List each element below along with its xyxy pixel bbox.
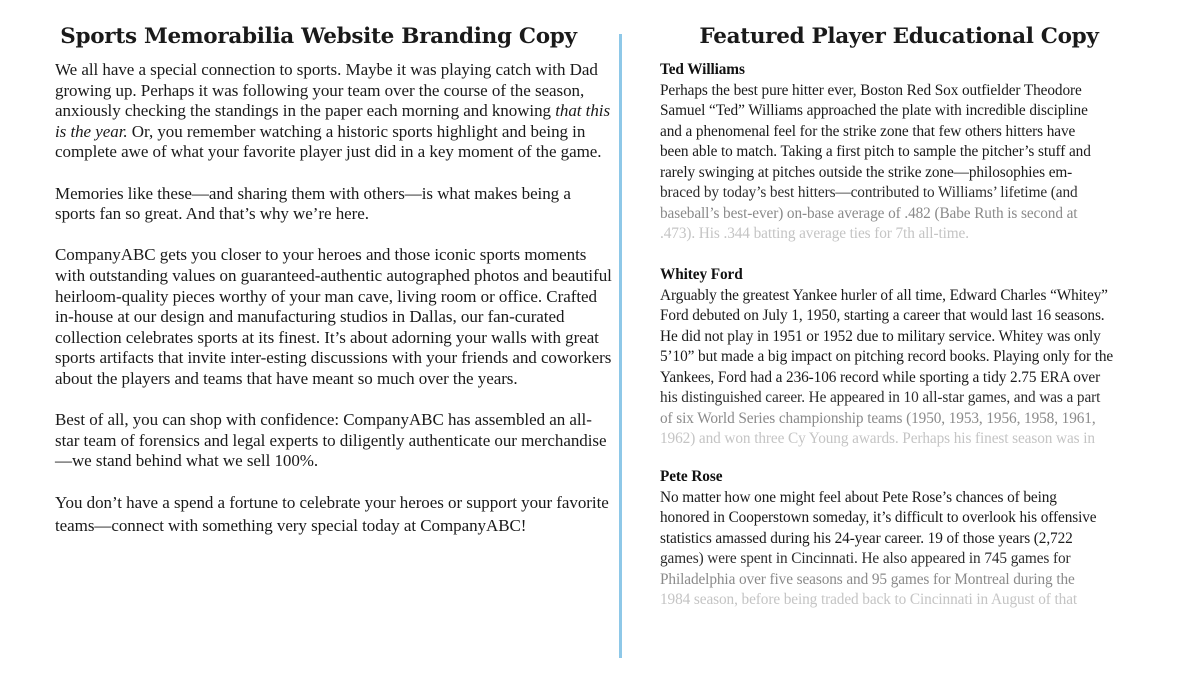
bio-line: of six World Series championship teams (1950, 1953, 1956, 1958, 1961, (660, 409, 1096, 427)
bio-line: He did not play in 1951 or 1952 due to military service. Whitey was only (660, 327, 1101, 345)
branding-copy-body (55, 60, 615, 558)
emphasis-text: that this is the year. (55, 101, 611, 141)
branding-paragraph-5: You don’t have a spend a fortune to celebrate your heroes or support your favorite teams—connect with something very special today at CompanyABC! (55, 493, 609, 535)
bio-line: been able to match. Taking a first pitch to sample the pitcher’s stuff and (660, 143, 1091, 160)
bio-line: and a phenomenal feel for the strike zone that few others hitters have (660, 122, 1076, 140)
paragraph-text: We all have a special connection to sports. Maybe it was playing catch with Dad growing up. Perhaps it was following your team over the course of the season, anxiously checking the standings in the paper each morning and knowing (55, 60, 598, 121)
paragraph-text: Or, you remember watching a historic sports highlight and being in complete awe of what your favorite player just did in a key moment of the game. (55, 121, 602, 162)
bio-line: Perhaps the best pure hitter ever, Boston Red Sox outfielder Theodore (660, 81, 1082, 99)
bio-line: Ford debuted on July 1, 1950, starting a career that would last 16 seasons. (660, 307, 1105, 324)
branding-copy-title: Sports Memorabilia Website Branding Copy (60, 24, 577, 49)
bio-line: rarely swinging at pitches outside the strike zone—philosophies em- (660, 163, 1073, 181)
bio-line: braced by today’s best hitters—contributed to Williams’ lifetime (and (660, 184, 1078, 201)
branding-paragraph-3: CompanyABC gets you closer to your heroes and those iconic sports moments with outstanding values on guaranteed-authentic autographed photos and beautiful heirloom-quality pieces worthy of your man cave, living room or office. Crafted in-house at our design and manufacturing studios in Dallas, our fan-curated collection celebrates sports at its finest. It’s about adorning your walls with great sports artifacts that invite inter-esting discussions with your friends and coworkers about the players and teams that have meant so much over the years. (55, 245, 612, 388)
branding-paragraph-4: Best of all, you can shop with confidence: CompanyABC has assembled an all-star team of forensics and legal experts to diligently authenticate our merchandise—we stand behind what we sell 100%. (55, 410, 607, 471)
bio-line: .473). His .344 batting average ties for 7th all-time. (660, 225, 969, 242)
bio-line: baseball’s best-ever) on-base average of .482 (Babe Ruth is second at (660, 204, 1078, 222)
bio-line: 5’10” but made a big impact on pitching record books. Playing only for the (660, 348, 1114, 365)
bio-line: 1962) and won three Cy Young awards. Perhaps his finest season was in (660, 430, 1095, 447)
bio-line: Samuel “Ted” Williams approached the plate with incredible discipline (660, 102, 1088, 119)
player-name: Ted Williams (660, 61, 745, 78)
bio-line: No matter how one might feel about Pete Rose’s chances of being (660, 488, 1057, 506)
player-copy-title: Featured Player Educational Copy (699, 24, 1099, 49)
branding-paragraph-2: Memories like these—and sharing them with others—is what makes being a sports fan so great. And that’s why we’re here. (55, 183, 571, 224)
player-name: Pete Rose (660, 468, 723, 485)
player-name: Whitey Ford (660, 266, 743, 283)
bio-line: Yankees, Ford had a 236-106 record while sporting a tidy 2.75 ERA over (660, 368, 1101, 386)
bio-line: Arguably the greatest Yankee hurler of all time, Edward Charles “Whitey” (660, 286, 1108, 304)
bio-line: statistics amassed during his 24-year career. 19 of those years (2,722 (660, 529, 1073, 547)
bio-line: Philadelphia over five seasons and 95 games for Montreal during the (660, 570, 1075, 588)
column-divider (619, 34, 622, 658)
bio-line: games) were spent in Cincinnati. He also appeared in 745 games for (660, 550, 1071, 567)
player-section-pete-rose (660, 467, 1160, 611)
bio-line: his distinguished career. He appeared in 10 all-star games, and was a part (660, 389, 1101, 406)
branding-paragraph-1 (55, 60, 615, 163)
bio-line: 1984 season, before being traded back to Cincinnati in August of that (660, 591, 1078, 608)
bio-line: honored in Cooperstown someday, it’s difficult to overlook his offensive (660, 509, 1097, 526)
player-section-ted-williams (660, 60, 1160, 245)
player-section-whitey-ford (660, 265, 1160, 450)
